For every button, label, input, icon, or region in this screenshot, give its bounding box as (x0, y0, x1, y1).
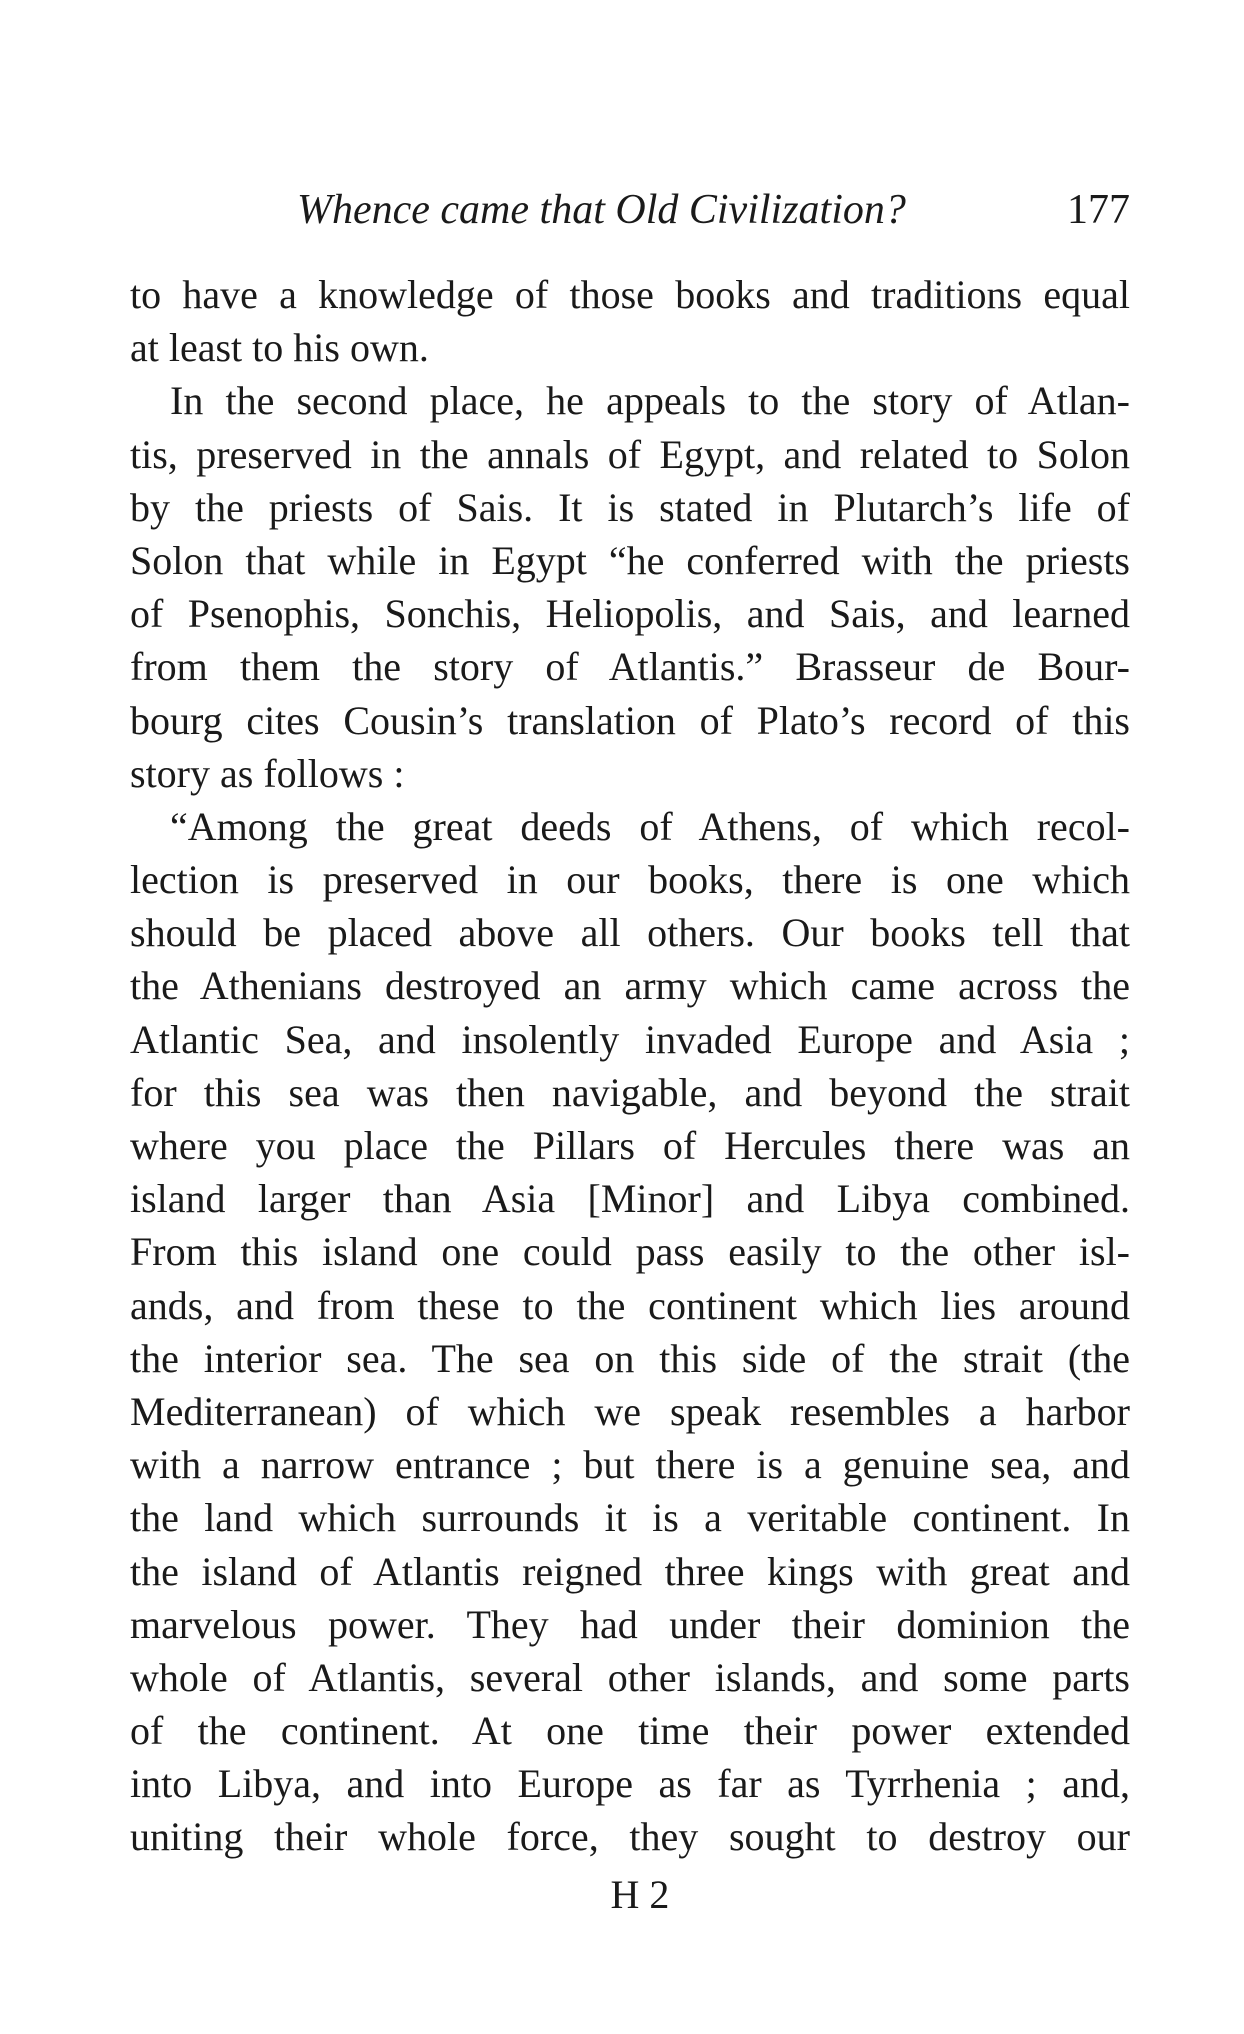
body-text (130, 268, 1130, 1864)
text-line: bourg cites Cousin’s translation of Plato’s record of this (130, 697, 1130, 743)
text-line: the land which surrounds it is a veritable continent. In (130, 1495, 1130, 1541)
text-line: of Psenophis, Sonchis, Heliopolis, and Sais, and learned (130, 591, 1130, 637)
running-head (130, 180, 1130, 240)
text-line: Atlantic Sea, and insolently invaded Europe and Asia ; (130, 1016, 1130, 1062)
text-line: of the continent. At one time their power extended (130, 1708, 1130, 1754)
text-line: story as follows : (130, 750, 405, 796)
text-line: Solon that while in Egypt “he conferred with the priests (130, 537, 1130, 583)
page-number: 177 (1067, 187, 1130, 233)
text-line: whole of Atlantis, several other islands, and some parts (130, 1654, 1130, 1700)
text-line: the Athenians destroyed an army which came across the (130, 963, 1130, 1009)
text-line: for this sea was then navigable, and beyond the strait (130, 1069, 1130, 1115)
text-line: with a narrow entrance ; but there is a genuine sea, and (130, 1442, 1130, 1488)
text-line: uniting their whole force, they sought to destroy our (130, 1814, 1130, 1860)
signature-mark: H 2 (610, 1872, 670, 1917)
text-line: from them the story of Atlantis.” Brasseur de Bour- (130, 644, 1130, 690)
text-line: to have a knowledge of those books and traditions equal (130, 272, 1130, 317)
text-line: Mediterranean) of which we speak resembles a harbor (130, 1388, 1130, 1434)
text-line: where you place the Pillars of Hercules there was an (130, 1123, 1130, 1168)
text-line: into Libya, and into Europe as far as Tyrrhenia ; and, (130, 1761, 1130, 1807)
text-line: the island of Atlantis reigned three kings with great and (130, 1548, 1130, 1594)
text-line: From this island one could pass easily to the other isl- (130, 1229, 1130, 1275)
text-line: ands, and from these to the continent which lies around (130, 1282, 1130, 1328)
text-line: tis, preserved in the annals of Egypt, and related to Solon (130, 431, 1130, 477)
text-line: island larger than Asia [Minor] and Libya combined. (130, 1176, 1130, 1222)
text-line: by the priests of Sais. It is stated in Plutarch’s life of (130, 484, 1130, 530)
text-line: should be placed above all others. Our books tell that (130, 910, 1130, 956)
text-line: In the second place, he appeals to the story of Atlan- (170, 378, 1130, 424)
text-line: at least to his own. (130, 325, 429, 371)
running-title: Whence came that Old Civilization? (297, 187, 906, 233)
text-line: marvelous power. They had under their dominion the (130, 1601, 1130, 1647)
text-line: lection is preserved in our books, there is one which (130, 857, 1130, 903)
text-line: “Among the great deeds of Athens, of which recol- (170, 803, 1130, 849)
text-line: the interior sea. The sea on this side of the strait (the (130, 1335, 1130, 1381)
